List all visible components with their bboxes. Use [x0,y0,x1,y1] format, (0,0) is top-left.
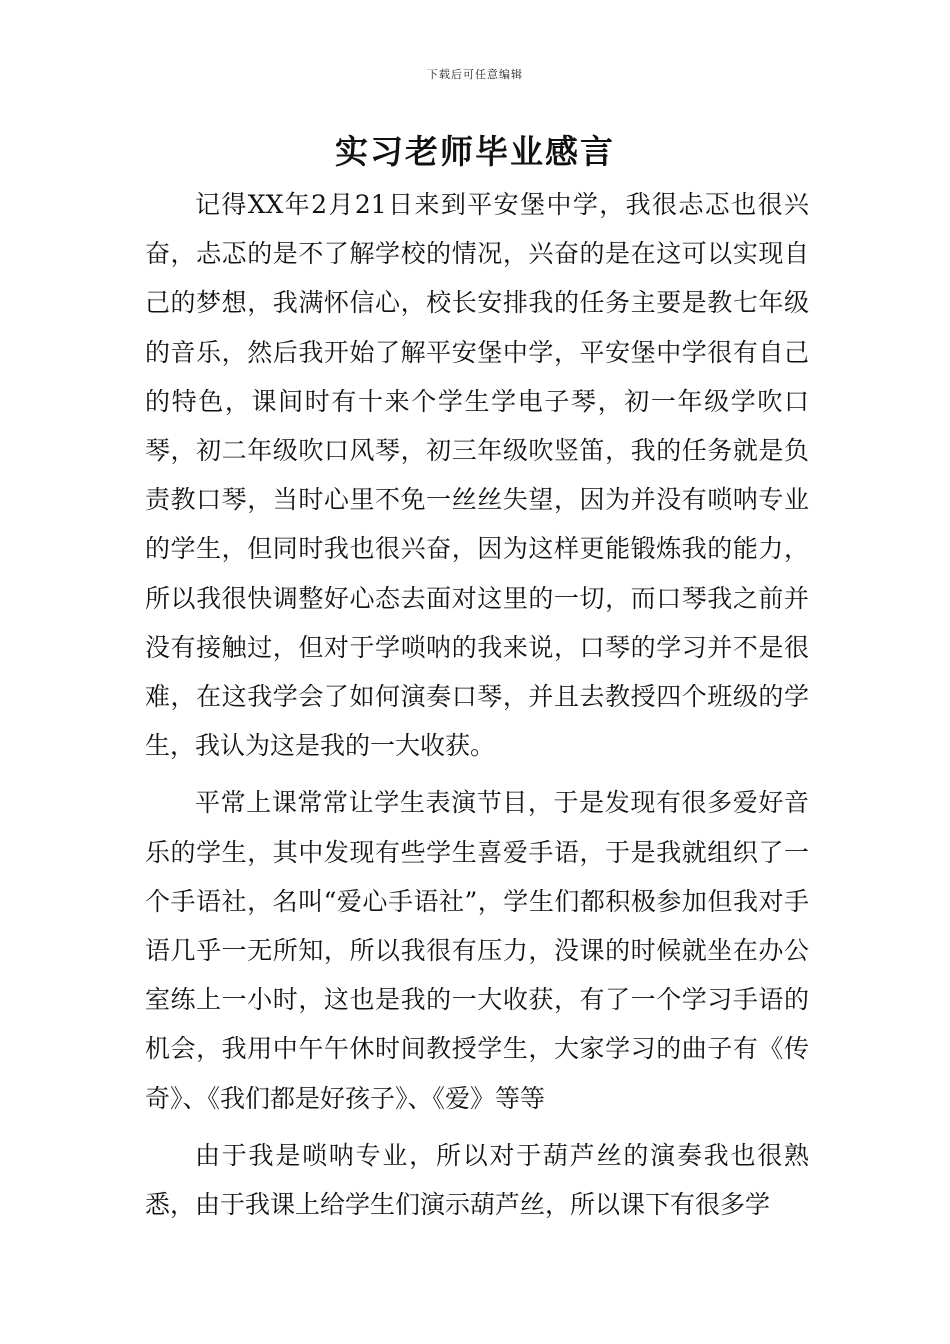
document-title: 实习老师毕业感言 [335,132,615,171]
header-note: 下载后可任意编辑 [427,68,523,81]
document-body [145,180,809,1229]
paragraph-1: 记得XX年2月21日来到平安堡中学，我很忐忑也很兴奋，忐忑的是不了解学校的情况，兴奋的是在这可以实现自己的梦想，我满怀信心，校长安排我的任务主要是教七年级的音乐，然后我开始了解平安堡中学，平安堡中学很有自己的特色，课间时有十来个学生学电子琴，初一年级学吹口琴，初二年级吹口风琴，初三年级吹竖笛，我的任务就是负责教口琴，当时心里不免一丝丝失望，因为并没有唢呐专业的学生，但同时我也很兴奋，因为这样更能锻炼我的能力，所以我很快调整好心态去面对这里的一切，而口琴我之前并没有接触过，但对于学唢呐的我来说，口琴的学习并不是很难，在这我学会了如何演奏口琴，并且去教授四个班级的学生，我认为这是我的一大收获。 [145,190,809,761]
paragraph-2: 平常上课常常让学生表演节目，于是发现有很多爱好音乐的学生，其中发现有些学生喜爱手语，于是我就组织了一个手语社，名叫“爱心手语社”，学生们都积极参加但我对手语几乎一无所知，所以我很有压力，没课的时候就坐在办公室练上一小时，这也是我的一大收获，有了一个学习手语的机会，我用中午午休时间教授学生，大家学习的曲子有《传奇》、《我们都是好孩子》、《爱》等等 [145,788,809,1113]
paragraph-3: 由于我是唢呐专业，所以对于葫芦丝的演奏我也很熟悉，由于我课上给学生们演示葫芦丝，所以课下有很多学 [145,1140,809,1220]
